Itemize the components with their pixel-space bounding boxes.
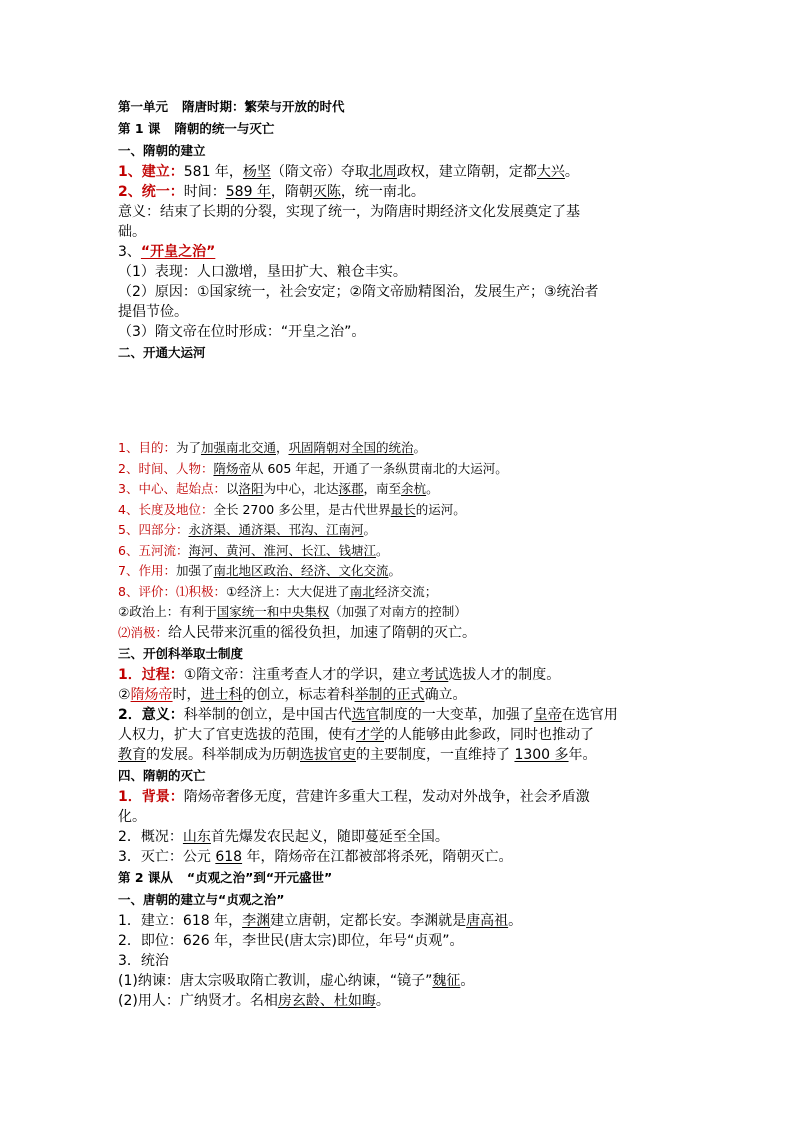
text-line xyxy=(118,438,678,459)
lesson-number: 第 2 课从 xyxy=(118,869,173,885)
line-text: (2)用人：广纳贤才。名相 xyxy=(118,992,278,1009)
underlined-term: 选官 xyxy=(351,706,380,723)
underlined-term: 南北 xyxy=(349,583,375,599)
underlined-term: 皇帝 xyxy=(533,706,562,723)
underlined-term: 山东 xyxy=(182,828,211,845)
document-page xyxy=(118,96,678,1011)
lesson-number: 第 1 课 xyxy=(118,121,161,136)
line-text: 的主要制度，一直维持了 xyxy=(356,746,515,763)
section-heading: 三、开创科举取士制度 xyxy=(118,645,244,661)
text-line xyxy=(118,623,678,643)
text-line xyxy=(118,827,678,847)
text-line xyxy=(118,665,678,685)
line-text: 全长 2700 多公里，是古代世界 xyxy=(213,501,391,517)
text-line xyxy=(118,242,678,262)
underlined-term: 巩固隋朝对全国的统治 xyxy=(288,440,414,455)
line-text: 的发展。科举制成为历朝 xyxy=(146,746,300,763)
line-text: (1)纳谏：唐太宗吸取隋亡教训，虚心纳谏，“镜子” xyxy=(118,972,433,989)
underlined-term: 魏征 xyxy=(432,972,461,989)
line-key: ⑵消极： xyxy=(118,624,169,640)
lesson-name: “贞观之治”到“开元盛世” xyxy=(186,869,333,885)
line-text: 为中心，北达 xyxy=(263,481,339,496)
unit-number: 第一单元 xyxy=(118,99,169,114)
line-key: 2．意义： xyxy=(118,706,184,723)
underlined-term: 灭陈 xyxy=(312,184,341,200)
line-text: 。 xyxy=(460,972,475,989)
text-line xyxy=(118,911,678,931)
line-text: ，隋朝 xyxy=(270,184,313,200)
line-key: 5、四部分： xyxy=(118,522,189,537)
text-line xyxy=(118,582,678,603)
underlined-term: 李渊 xyxy=(242,912,271,929)
line-text: 在选官用 xyxy=(561,706,618,723)
line-text: 的人能够由此参政，同时也推动了 xyxy=(384,726,594,743)
line-text: 年，隋炀帝在江都被部将杀死，隋朝灭亡。 xyxy=(242,848,513,865)
text-line xyxy=(118,685,678,705)
line-text: 给人民带来沉重的徭役负担，加速了隋朝的灭亡。 xyxy=(168,624,477,641)
line-text: 2．概况： xyxy=(118,828,183,845)
line-text: 政权，建立隋朝，定都 xyxy=(396,164,537,180)
text-line xyxy=(118,520,678,541)
line-text: 。 xyxy=(413,440,427,455)
underlined-term: 洛阳 xyxy=(238,481,264,496)
text-line xyxy=(118,561,678,582)
underlined-term: 选拔官吏 xyxy=(300,746,356,763)
lesson-name: 隋朝的统一与灭亡 xyxy=(174,121,275,136)
line-text: 首先爆发农民起义，随即蔓延至全国。 xyxy=(210,828,449,845)
underlined-term: 教育 xyxy=(118,746,146,763)
text-line xyxy=(118,459,678,480)
underlined-term: 进士科 xyxy=(200,686,243,703)
line-text: （加强了对南方的控制） xyxy=(329,604,467,619)
line-text: （隋文帝）夺取 xyxy=(270,164,369,180)
underlined-term: 北周 xyxy=(368,164,397,180)
text-line: 意义：结束了长期的分裂，实现了统一，为隋唐时期经济文化发展奠定了基 xyxy=(118,204,580,220)
text-line xyxy=(118,725,678,745)
line-text: 。 xyxy=(508,912,523,929)
line-key: “开皇之治” xyxy=(140,244,216,260)
underlined-term: 隋炀帝 xyxy=(213,460,251,476)
underlined-term: 房玄龄、杜如晦 xyxy=(277,992,376,1009)
line-text: 经济交流； xyxy=(374,583,438,599)
line-text: 3．灭亡：公元 xyxy=(118,848,216,865)
line-text: 的创立，标志着科 xyxy=(242,686,355,703)
line-text: 3、 xyxy=(118,244,141,260)
underlined-term: 永济渠、通济渠、邗沟、江南河 xyxy=(188,522,364,537)
text-line xyxy=(118,602,678,623)
line-text: ，南至 xyxy=(363,481,402,496)
underlined-term: 大兴 xyxy=(536,164,565,180)
line-text: 选拔人才的制度。 xyxy=(448,666,561,683)
underlined-term: 国家统一和中央集权 xyxy=(216,604,330,619)
underlined-term: 才学 xyxy=(356,726,384,743)
line-text: 人权力，扩大了官吏选拔的范围，使有 xyxy=(118,726,356,743)
lesson-title xyxy=(118,867,678,889)
line-text: ①经济上：大大促进了 xyxy=(225,583,350,599)
blank-space xyxy=(118,364,678,438)
text-line xyxy=(118,479,678,500)
line-key: 1．背景： xyxy=(118,788,184,805)
underlined-term: 南北地区政治、经济、文化交流 xyxy=(213,563,389,578)
section-heading: 一、唐朝的建立与“贞观之治” xyxy=(118,891,285,907)
line-text: 的运河。 xyxy=(415,501,466,517)
line-key: 8、评价：⑴积极： xyxy=(118,583,226,599)
underlined-term: 589 年 xyxy=(225,184,271,200)
line-text: 确立。 xyxy=(424,686,467,703)
line-text: ，统一南北。 xyxy=(340,184,425,200)
line-text: 以 xyxy=(225,481,239,496)
section-heading: 一、隋朝的建立 xyxy=(118,143,206,158)
text-line: （2）原因：①国家统一，社会安定；②隋文帝励精图治，发展生产；③统治者 xyxy=(118,284,599,300)
text-line: 提倡节俭。 xyxy=(118,304,188,320)
underlined-term: 涿郡 xyxy=(338,481,364,496)
line-text: 年。 xyxy=(568,746,597,763)
line-text: 。 xyxy=(564,164,579,180)
section-heading: 二、开通大运河 xyxy=(118,345,206,360)
line-text: 建立唐朝，定都长安。李渊就是 xyxy=(270,912,467,929)
underlined-term: 隋炀帝 xyxy=(130,686,173,703)
line-key: 3、中心、起始点： xyxy=(118,481,226,496)
line-text: ， xyxy=(275,440,289,455)
line-text: ①隋文帝：注重考查人才的学识，建立 xyxy=(183,666,421,683)
line-key: 6、五河流： xyxy=(118,542,189,558)
text-line xyxy=(118,971,678,991)
lesson-title xyxy=(118,118,678,140)
line-text: ②政治上：有利于 xyxy=(118,604,217,619)
line-text: 时， xyxy=(172,686,201,703)
line-text: 581 年， xyxy=(183,164,243,180)
line-text: 。 xyxy=(363,522,376,537)
underlined-term: 加强南北交通 xyxy=(200,440,276,455)
text-line xyxy=(118,745,678,765)
underlined-term: 1300 多 xyxy=(514,746,569,763)
unit-title xyxy=(118,96,678,118)
line-text: 从 605 年起，开通了一条纵贯南北的大运河。 xyxy=(250,460,508,476)
section-heading: 四、隋朝的灭亡 xyxy=(118,767,206,783)
underlined-term: 618 xyxy=(215,848,243,865)
line-text: 。 xyxy=(375,542,389,558)
line-text: 1．建立：618 年， xyxy=(118,912,243,929)
line-key: 2、时间、人物： xyxy=(118,460,214,476)
line-text: 科举制的创立，是中国古代 xyxy=(183,706,352,723)
text-line xyxy=(118,705,678,725)
text-line: （1）表现：人口激增，垦田扩大、粮仓丰实。 xyxy=(118,264,407,280)
underlined-term: 杨坚 xyxy=(242,164,271,180)
line-text: 隋炀帝奢侈无度，营建许多重大工程，发动对外战争，社会矛盾激 xyxy=(183,788,590,805)
text-line: 础。 xyxy=(118,224,146,240)
text-line: 3．统治 xyxy=(118,952,169,969)
line-key: 1、建立： xyxy=(118,164,184,180)
line-text: 。 xyxy=(426,481,439,496)
text-line xyxy=(118,847,678,867)
unit-name: 隋唐时期：繁荣与开放的时代 xyxy=(182,99,345,114)
line-text: 制度的一大变革，加强了 xyxy=(379,706,534,723)
underlined-term: 最长 xyxy=(390,501,416,517)
text-line xyxy=(118,500,678,521)
line-text: 为了 xyxy=(175,440,201,455)
line-text: ② xyxy=(118,686,131,703)
line-key: 2、统一： xyxy=(118,184,184,200)
text-line: 化。 xyxy=(118,808,146,825)
text-line: （3）隋文帝在位时形成：“开皇之治”。 xyxy=(118,324,366,340)
underlined-term: 海河、黄河、淮河、长江、钱塘江 xyxy=(188,542,376,558)
underlined-term: 唐高祖 xyxy=(466,912,509,929)
text-line xyxy=(118,182,678,202)
line-key: 1、目的： xyxy=(118,440,176,455)
line-key: 4、长度及地位： xyxy=(118,501,214,517)
line-text: 时间： xyxy=(183,184,226,200)
line-key: 7、作用： xyxy=(118,563,176,578)
text-line xyxy=(118,162,678,182)
text-line: 2．即位：626 年，李世民(唐太宗)即位，年号“贞观”。 xyxy=(118,932,464,949)
underlined-term: 举制的正式 xyxy=(354,686,425,703)
line-text: 。 xyxy=(375,992,390,1009)
text-line xyxy=(118,541,678,562)
line-text: 加强了 xyxy=(175,563,214,578)
underlined-term: 余杭 xyxy=(401,481,427,496)
text-line xyxy=(118,991,678,1011)
line-key: 1．过程： xyxy=(118,666,184,683)
text-line xyxy=(118,787,678,807)
line-text: 。 xyxy=(388,563,401,578)
underlined-term: 考试 xyxy=(420,666,449,683)
